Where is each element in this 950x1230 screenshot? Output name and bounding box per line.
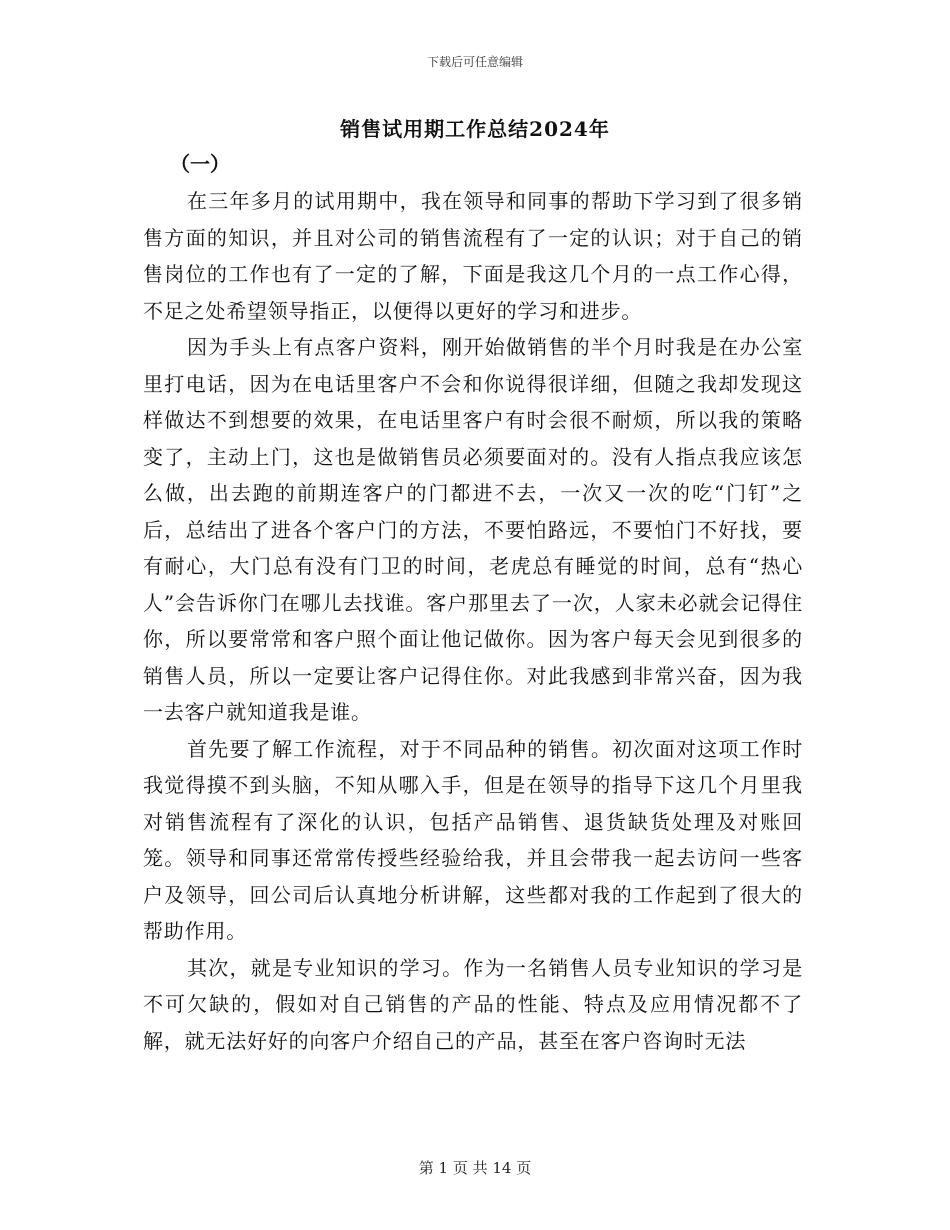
paragraph-2: 因为手头上有点客户资料，刚开始做销售的半个月时我是在办公室里打电话，因为在电话里客户不会和你说得很详细，但随之我却发现这样做达不到想要的效果，在电话里客户有时会很不耐烦，所以我的策略变了，主动上门，这也是做销售员必须要面对的。没有人指点我应该怎么做，出去跑的前期连客户的门都进不去，一次又一次的吃“门钉”之后，总结出了进各个客户门的方法，不要怕路远，不要怕门不好找，要有耐心，大门总有没有门卫的时间，老虎总有睡觉的时间，总有“热心人”会告诉你门在哪儿去找谁。客户那里去了一次，人家未必就会记得住你，所以要常常和客户照个面让他记做你。因为客户每天会见到很多的销售人员，所以一定要让客户记得住你。对此我感到非常兴奋，因为我一去客户就知道我是谁。 [143,335,803,724]
section-marker: （一） [170,152,230,176]
page-footer: 第 1 页 共 14 页 [418,1159,532,1177]
document-body [143,183,803,1059]
paragraph-1: 在三年多月的试用期中，我在领导和同事的帮助下学习到了很多销售方面的知识，并且对公司的销售流程有了一定的认识；对于自己的销售岗位的工作也有了一定的了解，下面是我这几个月的一点工作心得，不足之处希望领导指正，以便得以更好的学习和进步。 [143,189,803,323]
paragraph-3: 首先要了解工作流程，对于不同品种的销售。初次面对这项工作时我觉得摸不到头脑，不知从哪入手，但是在领导的指导下这几个月里我对销售流程有了深化的认识，包括产品销售、退货缺货处理及对账回笼。领导和同事还常常传授些经验给我，并且会带我一起去访问一些客户及领导，回公司后认真地分析讲解，这些都对我的工作起到了很大的帮助作用。 [143,736,803,943]
paragraph-4: 其次，就是专业知识的学习。作为一名销售人员专业知识的学习是不可欠缺的，假如对自己销售的产品的性能、特点及应用情况都不了解，就无法好好的向客户介绍自己的产品，甚至在客户咨询时无法 [143,955,803,1053]
header-note: 下载后可任意编辑 [426,55,523,69]
document-title: 销售试用期工作总结2024年 [340,117,610,141]
